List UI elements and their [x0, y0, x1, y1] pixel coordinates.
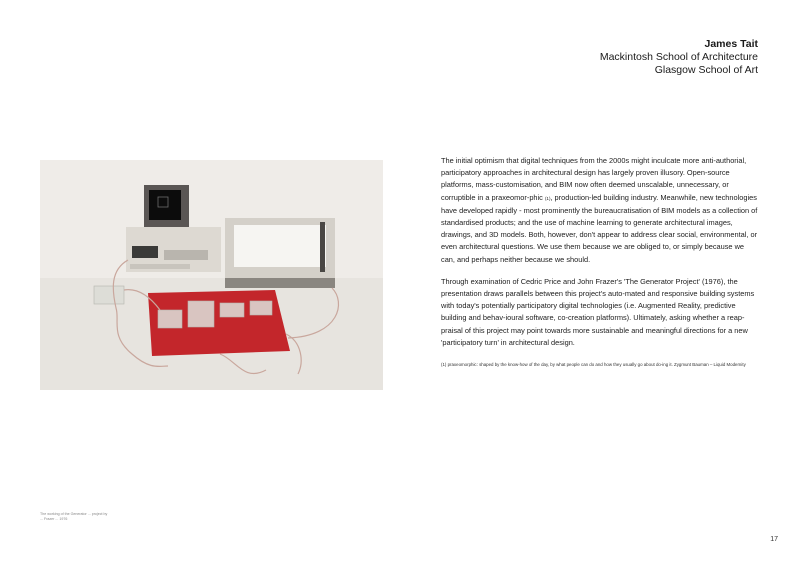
generator-photo — [40, 160, 383, 390]
author-institution: Glasgow School of Art — [654, 64, 758, 76]
photo-caption: The working of the Generator ... project by ... Frazer ... 1976 — [40, 512, 108, 521]
paragraph-2: Through examination of Cedric Price and John Frazer's 'The Generator Project' (1976), the presentation draws parallels between this project's auto-mated and responsive building systems with today's potentially participatory digital technologies (i.e. Augmented Reality, predictive building and behav-ioural software, co-creation platforms). Ultimately, asking whether a reap-praisal of this project may point towards more sustainable and meaningful directions for a new 'participatory turn' in architectural design. — [441, 276, 755, 347]
paragraph-1-text-b: , production-led building industry. Meanwhile, new technologies have developed rapidly - most prominently the bureaucratisation of BIM models as a collection of standardised products; and the use of machine learning to generate architectural images, drawings, and 3D models. Both, however, don't appear to address clear social, environmental, or even architectural questions. We use them because we are obliged to, or simply because we can, and perhaps neither because we should. — [441, 192, 758, 264]
footnote: (1) praxeomorphic: shaped by the know-how of the day, by what people can do and how they usually go about do-ing it. Zygmunt Bauman – Liquid Modernity — [441, 362, 746, 368]
abstract-text — [441, 155, 759, 371]
author-name: James Tait — [704, 38, 758, 50]
footnote-ref: (1) — [544, 195, 551, 201]
author-block — [600, 38, 758, 77]
paragraph-1 — [441, 155, 759, 266]
paragraph-1-text-a: The initial optimism that digital techniques from the 2000s might inculcate more anti-authorial, participatory approaches in architectural design has largely proven illusory. Open-source platforms, mass-customisation, and BIM now often deemed unscalable, unnecessary, or corruptible in a praxeomor-phic — [441, 156, 747, 202]
page-number: 17 — [770, 536, 778, 543]
author-school: Mackintosh School of Architecture — [599, 51, 758, 63]
